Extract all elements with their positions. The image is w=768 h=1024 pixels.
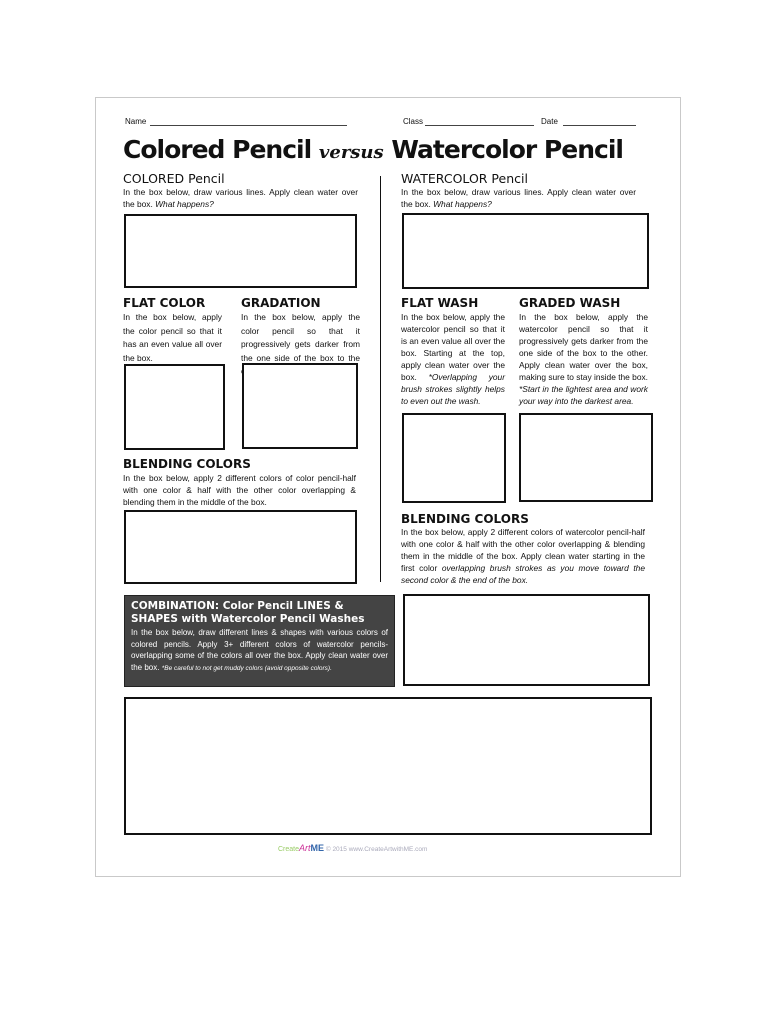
blending-colors-box-left[interactable] (124, 510, 357, 584)
name-label: Name (125, 117, 147, 126)
graded-wash-instructions: In the box below, apply the watercolor pencil so that it progressively gets darker from the one side of the box to the other. Apply clean water over the box, making sure to stay inside the box. *Start in the lightest area and work your way into the darkest area. (519, 312, 648, 406)
footer-copyright: © 2015 www.CreateArtwithME.com (325, 846, 428, 853)
date-field-line[interactable] (563, 125, 636, 126)
combination-heading-line2: SHAPES with Watercolor Pencil Washes (131, 613, 365, 625)
date-label: Date (541, 117, 558, 126)
watercolor-pencil-lines-box[interactable] (402, 213, 649, 289)
colored-pencil-instructions: In the box below, draw various lines. Apply clean water over the box. What happens? (123, 187, 358, 209)
flat-color-heading: FLAT COLOR (123, 296, 206, 310)
combination-box[interactable] (124, 697, 652, 835)
footer-logo-create: Create (278, 846, 300, 853)
blending-colors-heading-right: BLENDING COLORS (401, 512, 529, 526)
footer-logo-art: Art (299, 843, 311, 853)
combination-heading-line1: COMBINATION: Color Pencil LINES & (131, 600, 344, 612)
title-versus: versus (318, 142, 384, 163)
flat-wash-heading: FLAT WASH (401, 296, 479, 310)
blending-colors-heading-left: BLENDING COLORS (123, 457, 251, 471)
title-watercolor-pencil: Watercolor Pencil (391, 135, 623, 164)
footer-logo-me: ME (310, 843, 325, 853)
class-field-line[interactable] (425, 125, 534, 126)
blending-colors-box-right[interactable] (403, 594, 650, 686)
colored-pencil-heading: COLORED Pencil (123, 171, 225, 186)
combination-instructions: In the box below, draw different lines & shapes with various colors of colored pencils. Apply 3+ different colors of watercolor pencils-overlapping some of the colors all over the box. Apply clean water over the box. *Be careful to not get muddy colors (avoid opposite colors). (131, 628, 388, 672)
flat-color-instructions: In the box below, apply the color pencil so that it has an even value all over the box. (123, 312, 222, 363)
watercolor-pencil-instructions: In the box below, draw various lines. Apply clean water over the box. What happens? (401, 187, 636, 209)
flat-color-box[interactable] (124, 364, 225, 450)
footer-credit (278, 843, 427, 853)
gradation-heading: GRADATION (241, 296, 321, 310)
gradation-box[interactable] (242, 363, 358, 449)
blending-colors-instructions-left: In the box below, apply 2 different colors of color pencil-half with one color & half with the other color overlapping & blending them in the middle of the box. (123, 473, 356, 507)
watercolor-pencil-heading: WATERCOLOR Pencil (401, 171, 528, 186)
graded-wash-heading: GRADED WASH (519, 296, 621, 310)
title-colored-pencil: Colored Pencil (123, 135, 312, 164)
graded-wash-box[interactable] (519, 413, 653, 502)
gradation-instructions: In the box below, apply the color pencil so that it progressively gets darker from the one side of the box to the (241, 312, 360, 363)
flat-wash-instructions: In the box below, apply the watercolor pencil so that it is an even value all over the box. Starting at the top, apply clean water over the box. *Overlapping your brush strokes slightly helps to even out the wash. (401, 312, 505, 406)
colored-pencil-lines-box[interactable] (124, 214, 357, 288)
page-title (123, 135, 623, 164)
flat-wash-box[interactable] (402, 413, 506, 503)
class-label: Class (403, 117, 424, 126)
combination-panel (124, 595, 395, 687)
name-field-line[interactable] (150, 125, 347, 126)
blending-colors-instructions-right: In the box below, apply 2 different colors of watercolor pencil-half with one color & half with the other color overlapping & blending them in the middle of the box. Apply clean water starting in the first color overlapping brush strokes as you move toward the second color & the end of the box. (401, 527, 645, 585)
column-divider (380, 176, 381, 582)
